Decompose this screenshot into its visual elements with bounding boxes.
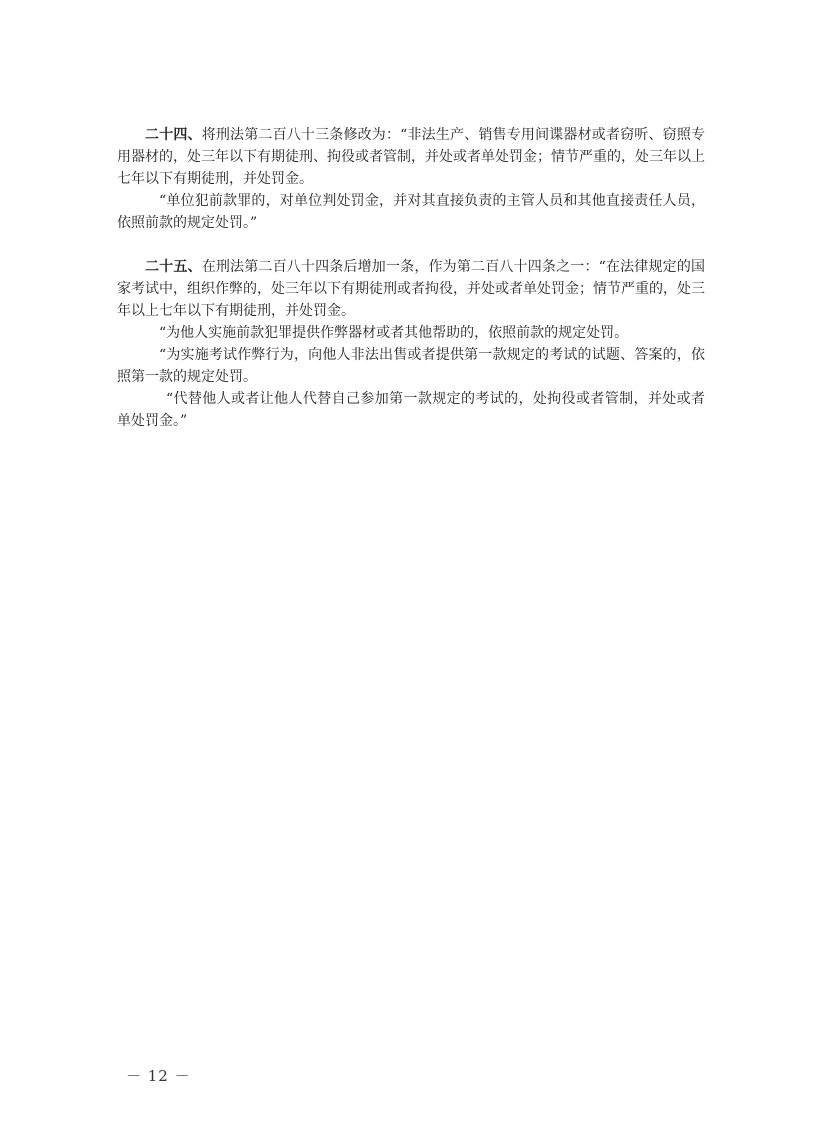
article-25 [117,256,705,432]
article-25-number: 二十五、 [145,259,202,275]
article-24-paragraph-2: “单位犯前款罪的，对单位判处罚金，并对其直接负责的主管人员和其他直接责任人员，依照前款的规定处罚。” [117,193,705,231]
article-25-paragraph-3: “为实施考试作弊行为，向他人非法出售或者提供第一款规定的考试的试题、答案的，依照第一款的规定处罚。 [117,347,705,385]
page-number: － 12 － [126,1067,191,1085]
article-25-paragraph-1-text: 在刑法第二百八十四条后增加一条，作为第二百八十四条之一：“在法律规定的国家考试中，组织作弊的，处三年以下有期徒刑或者拘役，并处或者单处罚金；情节严重的，处三年以上七年以下有期徒刑，并处罚金。 [117,259,706,319]
article-24-paragraph-1-text: 将刑法第二百八十三条修改为：“非法生产、销售专用间谍器材或者窃听、窃照专用器材的，处三年以下有期徒刑、拘役或者管制，并处或者单处罚金；情节严重的，处三年以上七年以下有期徒刑，并处罚金。 [117,127,706,187]
article-25-paragraph-2: “为他人实施前款犯罪提供作弊器材或者其他帮助的，依照前款的规定处罚。 [159,325,629,341]
article-25-paragraph-4: “代替他人或者让他人代替自己参加第一款规定的考试的，处拘役或者管制，并处或者单处罚金。” [117,391,705,429]
article-24 [117,124,705,234]
article-24-number: 二十四、 [145,127,202,143]
document-body [117,124,705,432]
article-24-paragraph-1 [117,124,705,190]
article-25-paragraph-1 [117,256,705,322]
